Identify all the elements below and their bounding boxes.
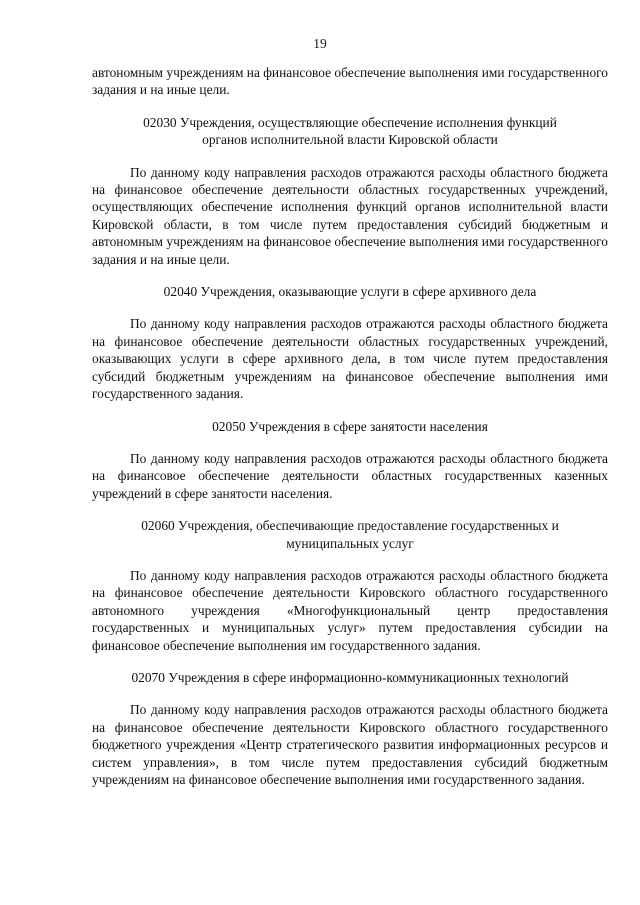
paragraph-02030: По данному коду направления расходов отражаются расходы областного бюджета на финансовое обеспечение деятельности областных государственных учреждений, осуществляющих обеспечение исполнения функций органов исполнительной власти Кировской области, в том числе путем предоставления субсидий бюджетным и автономным учреждениям на финансовое обеспечение выполнения ими государственного задания и на иные цели. <box>92 164 608 267</box>
paragraph-02040: По данному коду направления расходов отражаются расходы областного бюджета на финансовое обеспечение деятельности областных государственных учреждений, оказывающих услуги в сфере архивного дела, в том числе путем предоставления субсидий бюджетным учреждениям на финансовое обеспечение выполнения ими государственного задания. <box>92 316 608 402</box>
document-body <box>92 64 608 788</box>
section-heading-02050: 02050 Учреждения в сфере занятости населения <box>212 418 488 434</box>
paragraph-02070: По данному коду направления расходов отражаются расходы областного бюджета на финансовое обеспечение деятельности Кировского областного государственного бюджетного учреждения «Центр стратегического развития информационных ресурсов и систем управления», в том числе путем предоставления субсидий бюджетным учреждениям на финансовое обеспечение выполнения ими государственного задания. <box>92 702 608 787</box>
section-heading-02030: 02030 Учреждения, осуществляющие обеспечение исполнения функций органов исполнительной власти Кировской области <box>143 114 557 148</box>
section-heading-02040: 02040 Учреждения, оказывающие услуги в сфере архивного дела <box>163 284 537 300</box>
paragraph-02060: По данному коду направления расходов отражаются расходы областного бюджета на финансовое обеспечение деятельности Кировского областного государственного автономного учреждения «Многофункциональный центр предоставления государственных и муниципальных услуг» путем предоставления субсидии на финансовое обеспечение выполнения им государственного задания. <box>92 567 608 653</box>
paragraph-continuation: автономным учреждениям на финансовое обеспечение выполнения ими государственного задания и на иные цели. <box>92 65 608 98</box>
page-number: 19 <box>313 36 327 51</box>
section-heading-02060: 02060 Учреждения, обеспечивающие предоставление государственных и муниципальных услуг <box>141 518 559 551</box>
paragraph-02050: По данному коду направления расходов отражаются расходы областного бюджета на финансовое обеспечение деятельности областных государственных казенных учреждений в сфере занятости населения. <box>92 450 608 501</box>
section-heading-02070: 02070 Учреждения в сфере информационно-коммуникационных технологий <box>131 669 569 685</box>
